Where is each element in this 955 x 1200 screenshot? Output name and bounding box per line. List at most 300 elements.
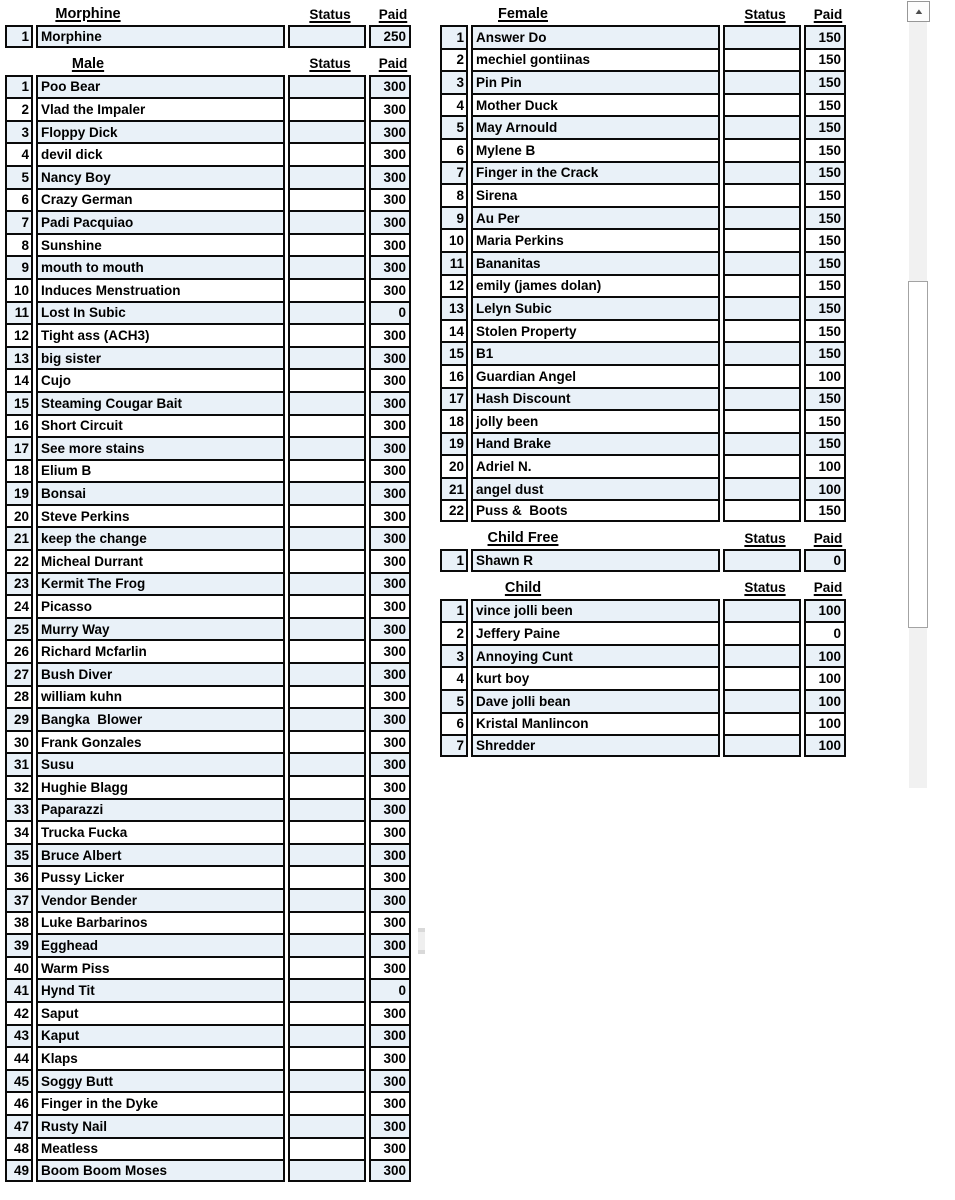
row-number-cell[interactable]: 8 [440,183,468,206]
name-cell[interactable]: Lelyn Subic [471,296,720,319]
status-cell[interactable] [723,25,801,48]
row-number-cell[interactable]: 35 [5,843,33,866]
name-cell[interactable]: Warm Piss [36,956,285,979]
status-cell[interactable] [288,368,366,391]
paid-cell[interactable]: 100 [804,477,846,500]
status-cell[interactable] [723,48,801,71]
name-cell[interactable]: Boom Boom Moses [36,1159,285,1182]
status-cell[interactable] [288,572,366,595]
status-cell[interactable] [723,409,801,432]
name-cell[interactable]: Hand Brake [471,432,720,455]
status-cell[interactable] [288,594,366,617]
paid-cell[interactable]: 300 [369,481,411,504]
status-cell[interactable] [288,1024,366,1047]
paid-cell[interactable]: 300 [369,549,411,572]
row-number-cell[interactable]: 20 [5,504,33,527]
status-cell[interactable] [288,75,366,98]
paid-cell[interactable]: 150 [804,432,846,455]
row-number-cell[interactable]: 4 [440,666,468,689]
paid-cell[interactable]: 300 [369,323,411,346]
status-cell[interactable] [288,526,366,549]
section-title[interactable]: Morphine [55,6,121,22]
row-number-cell[interactable]: 19 [5,481,33,504]
row-number-cell[interactable]: 26 [5,639,33,662]
name-cell[interactable]: Frank Gonzales [36,730,285,753]
paid-column-header[interactable]: Paid [813,530,843,546]
status-cell[interactable] [723,364,801,387]
status-cell[interactable] [288,414,366,437]
name-cell[interactable]: mouth to mouth [36,255,285,278]
status-cell[interactable] [288,933,366,956]
status-cell[interactable] [288,798,366,821]
name-cell[interactable]: Bush Diver [36,662,285,685]
status-column-header[interactable]: Status [309,56,351,72]
status-cell[interactable] [288,1159,366,1182]
vertical-scrollbar[interactable] [907,1,931,788]
status-cell[interactable] [288,1137,366,1160]
status-cell[interactable] [288,752,366,775]
paid-cell[interactable]: 150 [804,274,846,297]
name-cell[interactable]: Picasso [36,594,285,617]
row-number-cell[interactable]: 31 [5,752,33,775]
status-cell[interactable] [723,387,801,410]
paid-cell[interactable]: 150 [804,206,846,229]
status-cell[interactable] [288,255,366,278]
paid-cell[interactable]: 150 [804,251,846,274]
row-number-cell[interactable]: 15 [5,391,33,414]
name-cell[interactable]: Vlad the Impaler [36,97,285,120]
row-number-cell[interactable]: 2 [440,48,468,71]
row-number-cell[interactable]: 39 [5,933,33,956]
name-cell[interactable]: Induces Menstruation [36,278,285,301]
name-cell[interactable]: May Arnould [471,115,720,138]
row-number-cell[interactable]: 12 [440,274,468,297]
paid-cell[interactable]: 300 [369,165,411,188]
name-cell[interactable]: Answer Do [471,25,720,48]
paid-cell[interactable]: 300 [369,526,411,549]
status-cell[interactable] [288,459,366,482]
name-cell[interactable]: Dave jolli bean [471,689,720,712]
status-cell[interactable] [288,25,366,48]
row-number-cell[interactable]: 21 [5,526,33,549]
row-number-cell[interactable]: 2 [5,97,33,120]
status-column-header[interactable]: Status [744,530,786,546]
row-number-cell[interactable]: 6 [440,712,468,735]
row-number-cell[interactable]: 33 [5,798,33,821]
status-cell[interactable] [288,188,366,211]
name-cell[interactable]: Shawn R [471,549,720,572]
section-title[interactable]: Female [498,6,548,22]
status-cell[interactable] [288,97,366,120]
row-number-cell[interactable]: 19 [440,432,468,455]
row-number-cell[interactable]: 4 [440,93,468,116]
row-number-cell[interactable]: 7 [440,734,468,757]
status-cell[interactable] [288,843,366,866]
row-number-cell[interactable]: 1 [5,75,33,98]
status-cell[interactable] [723,319,801,342]
paid-cell[interactable]: 300 [369,911,411,934]
name-cell[interactable]: Floppy Dick [36,120,285,143]
status-cell[interactable] [723,138,801,161]
row-number-cell[interactable]: 36 [5,865,33,888]
status-cell[interactable] [723,734,801,757]
row-number-cell[interactable]: 40 [5,956,33,979]
name-cell[interactable]: Bruce Albert [36,843,285,866]
name-cell[interactable]: Bangka Blower [36,707,285,730]
paid-cell[interactable]: 300 [369,120,411,143]
status-cell[interactable] [288,120,366,143]
row-number-cell[interactable]: 27 [5,662,33,685]
name-cell[interactable]: Micheal Durrant [36,549,285,572]
status-cell[interactable] [288,301,366,324]
row-number-cell[interactable]: 41 [5,978,33,1001]
paid-cell[interactable]: 300 [369,97,411,120]
status-cell[interactable] [723,115,801,138]
paid-cell[interactable]: 300 [369,617,411,640]
paid-cell[interactable]: 300 [369,572,411,595]
row-number-cell[interactable]: 6 [5,188,33,211]
row-number-cell[interactable]: 18 [5,459,33,482]
status-cell[interactable] [723,274,801,297]
name-cell[interactable]: keep the change [36,526,285,549]
paid-cell[interactable]: 250 [369,25,411,48]
scrollbar-thumb[interactable] [908,281,928,628]
row-number-cell[interactable]: 5 [5,165,33,188]
paid-column-header[interactable]: Paid [813,580,843,596]
paid-cell[interactable]: 300 [369,843,411,866]
row-number-cell[interactable]: 3 [440,70,468,93]
name-cell[interactable]: Nancy Boy [36,165,285,188]
row-number-cell[interactable]: 32 [5,775,33,798]
paid-cell[interactable]: 300 [369,188,411,211]
paid-cell[interactable]: 300 [369,255,411,278]
paid-cell[interactable]: 300 [369,662,411,685]
status-cell[interactable] [288,865,366,888]
row-number-cell[interactable]: 10 [440,228,468,251]
name-cell[interactable]: devil dick [36,142,285,165]
status-cell[interactable] [288,504,366,527]
paid-cell[interactable]: 100 [804,454,846,477]
name-cell[interactable]: Short Circuit [36,414,285,437]
row-number-cell[interactable]: 8 [5,233,33,256]
name-cell[interactable]: Kristal Manlincon [471,712,720,735]
status-cell[interactable] [288,1091,366,1114]
name-cell[interactable]: Morphine [36,25,285,48]
paid-cell[interactable]: 150 [804,25,846,48]
paid-cell[interactable]: 0 [369,301,411,324]
paid-cell[interactable]: 300 [369,956,411,979]
status-cell[interactable] [723,70,801,93]
status-cell[interactable] [723,549,801,572]
status-cell[interactable] [723,432,801,455]
status-cell[interactable] [723,228,801,251]
paid-cell[interactable]: 300 [369,933,411,956]
name-cell[interactable]: Rusty Nail [36,1114,285,1137]
paid-cell[interactable]: 300 [369,1091,411,1114]
name-cell[interactable]: Lost In Subic [36,301,285,324]
row-number-cell[interactable]: 20 [440,454,468,477]
paid-cell[interactable]: 150 [804,228,846,251]
row-number-cell[interactable]: 37 [5,888,33,911]
status-cell[interactable] [288,165,366,188]
status-cell[interactable] [288,278,366,301]
name-cell[interactable]: Klaps [36,1046,285,1069]
row-number-cell[interactable]: 3 [440,644,468,667]
name-cell[interactable]: mechiel gontiinas [471,48,720,71]
section-title[interactable]: Child [504,579,542,596]
paid-cell[interactable]: 0 [804,621,846,644]
name-cell[interactable]: Steaming Cougar Bait [36,391,285,414]
paid-cell[interactable]: 300 [369,730,411,753]
paid-cell[interactable]: 300 [369,414,411,437]
name-cell[interactable]: Steve Perkins [36,504,285,527]
paid-cell[interactable]: 300 [369,820,411,843]
paid-column-header[interactable]: Paid [378,6,408,22]
row-number-cell[interactable]: 29 [5,707,33,730]
status-cell[interactable] [288,662,366,685]
status-cell[interactable] [288,978,366,1001]
paid-cell[interactable]: 300 [369,1137,411,1160]
name-cell[interactable]: Adriel N. [471,454,720,477]
status-cell[interactable] [723,477,801,500]
name-cell[interactable]: Tight ass (ACH3) [36,323,285,346]
name-cell[interactable]: Pin Pin [471,70,720,93]
row-number-cell[interactable]: 1 [5,25,33,48]
name-cell[interactable]: big sister [36,346,285,369]
paid-column-header[interactable]: Paid [378,56,408,72]
paid-cell[interactable]: 300 [369,391,411,414]
paid-cell[interactable]: 150 [804,48,846,71]
row-number-cell[interactable]: 4 [5,142,33,165]
name-cell[interactable]: Bonsai [36,481,285,504]
row-number-cell[interactable]: 45 [5,1069,33,1092]
status-cell[interactable] [288,142,366,165]
paid-cell[interactable]: 150 [804,93,846,116]
row-number-cell[interactable]: 7 [5,210,33,233]
row-number-cell[interactable]: 22 [5,549,33,572]
paid-cell[interactable]: 300 [369,436,411,459]
name-cell[interactable]: Stolen Property [471,319,720,342]
row-number-cell[interactable]: 15 [440,341,468,364]
row-number-cell[interactable]: 9 [5,255,33,278]
paid-cell[interactable]: 100 [804,712,846,735]
status-cell[interactable] [288,481,366,504]
status-cell[interactable] [288,707,366,730]
status-column-header[interactable]: Status [744,6,786,22]
paid-cell[interactable]: 150 [804,183,846,206]
paid-cell[interactable]: 300 [369,594,411,617]
paid-cell[interactable]: 100 [804,364,846,387]
row-number-cell[interactable]: 48 [5,1137,33,1160]
status-cell[interactable] [288,323,366,346]
name-cell[interactable]: Annoying Cunt [471,644,720,667]
paid-cell[interactable]: 100 [804,689,846,712]
row-number-cell[interactable]: 44 [5,1046,33,1069]
paid-cell[interactable]: 300 [369,685,411,708]
name-cell[interactable]: Egghead [36,933,285,956]
name-cell[interactable]: Maria Perkins [471,228,720,251]
name-cell[interactable]: Mylene B [471,138,720,161]
status-cell[interactable] [723,689,801,712]
paid-cell[interactable]: 300 [369,1001,411,1024]
name-cell[interactable]: Finger in the Dyke [36,1091,285,1114]
row-number-cell[interactable]: 5 [440,115,468,138]
name-cell[interactable]: vince jolli been [471,599,720,622]
paid-cell[interactable]: 150 [804,138,846,161]
paid-cell[interactable]: 150 [804,296,846,319]
paid-cell[interactable]: 150 [804,161,846,184]
paid-cell[interactable]: 300 [369,459,411,482]
status-cell[interactable] [723,712,801,735]
name-cell[interactable]: Kaput [36,1024,285,1047]
status-cell[interactable] [288,685,366,708]
paid-cell[interactable]: 300 [369,233,411,256]
scrollbar-track[interactable] [909,22,927,788]
paid-cell[interactable]: 300 [369,504,411,527]
status-cell[interactable] [723,454,801,477]
row-number-cell[interactable]: 38 [5,911,33,934]
name-cell[interactable]: emily (james dolan) [471,274,720,297]
paid-cell[interactable]: 300 [369,775,411,798]
row-number-cell[interactable]: 22 [440,499,468,522]
row-number-cell[interactable]: 13 [440,296,468,319]
name-cell[interactable]: Paparazzi [36,798,285,821]
paid-cell[interactable]: 100 [804,666,846,689]
status-cell[interactable] [288,820,366,843]
status-cell[interactable] [288,888,366,911]
row-number-cell[interactable]: 42 [5,1001,33,1024]
status-cell[interactable] [288,1114,366,1137]
row-number-cell[interactable]: 16 [5,414,33,437]
row-number-cell[interactable]: 12 [5,323,33,346]
paid-cell[interactable]: 300 [369,346,411,369]
status-cell[interactable] [288,436,366,459]
name-cell[interactable]: Crazy German [36,188,285,211]
paid-cell[interactable]: 300 [369,75,411,98]
row-number-cell[interactable]: 11 [440,251,468,274]
status-cell[interactable] [288,1046,366,1069]
name-cell[interactable]: Pussy Licker [36,865,285,888]
row-number-cell[interactable]: 47 [5,1114,33,1137]
row-number-cell[interactable]: 9 [440,206,468,229]
row-number-cell[interactable]: 17 [5,436,33,459]
paid-cell[interactable]: 150 [804,409,846,432]
status-cell[interactable] [288,617,366,640]
name-cell[interactable]: See more stains [36,436,285,459]
row-number-cell[interactable]: 46 [5,1091,33,1114]
status-cell[interactable] [723,341,801,364]
paid-cell[interactable]: 150 [804,70,846,93]
status-cell[interactable] [723,644,801,667]
status-cell[interactable] [288,346,366,369]
status-cell[interactable] [288,730,366,753]
name-cell[interactable]: Saput [36,1001,285,1024]
row-number-cell[interactable]: 16 [440,364,468,387]
status-cell[interactable] [288,391,366,414]
row-number-cell[interactable]: 43 [5,1024,33,1047]
name-cell[interactable]: Luke Barbarinos [36,911,285,934]
paid-cell[interactable]: 300 [369,1114,411,1137]
paid-cell[interactable]: 300 [369,210,411,233]
paid-cell[interactable]: 100 [804,599,846,622]
paid-cell[interactable]: 150 [804,341,846,364]
status-cell[interactable] [288,956,366,979]
section-title[interactable]: Male [71,55,105,72]
status-column-header[interactable]: Status [744,580,786,596]
paid-cell[interactable]: 150 [804,499,846,522]
paid-cell[interactable]: 300 [369,1159,411,1182]
status-cell[interactable] [288,639,366,662]
name-cell[interactable]: Mother Duck [471,93,720,116]
paid-cell[interactable]: 100 [804,734,846,757]
row-number-cell[interactable]: 23 [5,572,33,595]
row-number-cell[interactable]: 25 [5,617,33,640]
paid-cell[interactable]: 300 [369,368,411,391]
name-cell[interactable]: Puss & Boots [471,499,720,522]
status-cell[interactable] [288,549,366,572]
name-cell[interactable]: Murry Way [36,617,285,640]
name-cell[interactable]: Poo Bear [36,75,285,98]
status-cell[interactable] [288,775,366,798]
status-cell[interactable] [723,183,801,206]
paid-cell[interactable]: 300 [369,1046,411,1069]
status-cell[interactable] [723,621,801,644]
status-cell[interactable] [723,666,801,689]
row-number-cell[interactable]: 7 [440,161,468,184]
paid-column-header[interactable]: Paid [813,6,843,22]
name-cell[interactable]: Guardian Angel [471,364,720,387]
name-cell[interactable]: Cujo [36,368,285,391]
paid-cell[interactable]: 0 [369,978,411,1001]
name-cell[interactable]: angel dust [471,477,720,500]
row-number-cell[interactable]: 14 [440,319,468,342]
paid-cell[interactable]: 100 [804,644,846,667]
status-column-header[interactable]: Status [309,6,351,22]
name-cell[interactable]: Elium B [36,459,285,482]
name-cell[interactable]: Bananitas [471,251,720,274]
paid-cell[interactable]: 300 [369,278,411,301]
name-cell[interactable]: kurt boy [471,666,720,689]
name-cell[interactable]: Soggy Butt [36,1069,285,1092]
scroll-up-button[interactable] [907,1,930,22]
name-cell[interactable]: Padi Pacquiao [36,210,285,233]
paid-cell[interactable]: 300 [369,865,411,888]
row-number-cell[interactable]: 18 [440,409,468,432]
name-cell[interactable]: Sunshine [36,233,285,256]
status-cell[interactable] [288,911,366,934]
status-cell[interactable] [288,210,366,233]
row-number-cell[interactable]: 49 [5,1159,33,1182]
status-cell[interactable] [288,233,366,256]
name-cell[interactable]: Finger in the Crack [471,161,720,184]
name-cell[interactable]: Kermit The Frog [36,572,285,595]
name-cell[interactable]: Shredder [471,734,720,757]
paid-cell[interactable]: 300 [369,752,411,775]
status-cell[interactable] [288,1001,366,1024]
paid-cell[interactable]: 150 [804,387,846,410]
name-cell[interactable]: william kuhn [36,685,285,708]
row-number-cell[interactable]: 17 [440,387,468,410]
row-number-cell[interactable]: 14 [5,368,33,391]
name-cell[interactable]: B1 [471,341,720,364]
row-number-cell[interactable]: 28 [5,685,33,708]
name-cell[interactable]: Vendor Bender [36,888,285,911]
row-number-cell[interactable]: 30 [5,730,33,753]
row-number-cell[interactable]: 11 [5,301,33,324]
name-cell[interactable]: Hughie Blagg [36,775,285,798]
status-cell[interactable] [723,251,801,274]
paid-cell[interactable]: 300 [369,639,411,662]
